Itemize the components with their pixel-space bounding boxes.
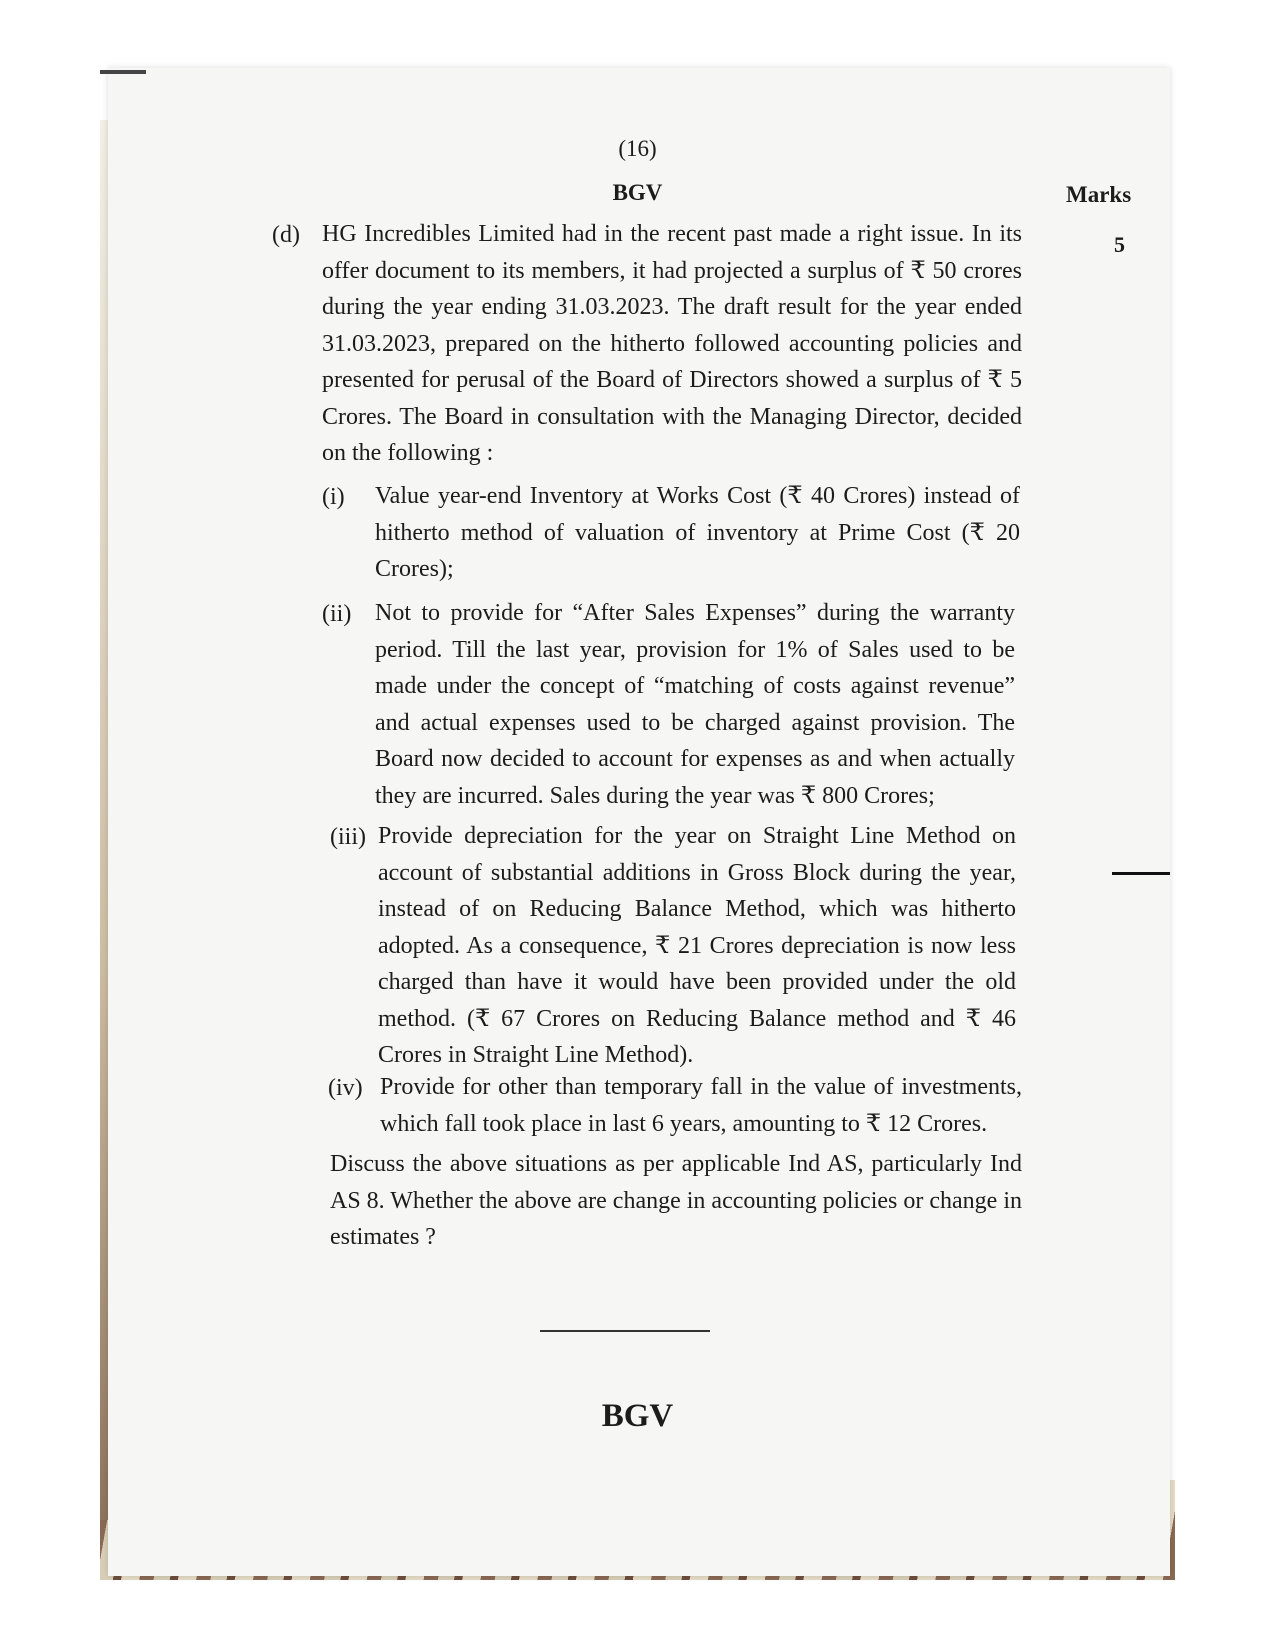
item-label-i: (i) xyxy=(322,484,345,510)
item-text-ii: Not to provide for “After Sales Expenses” during the warranty period. Till the last year, provision for 1% of Sales used to be made under the concept of “matching of costs against revenue” and actual expenses used to be charged against provision. The Board now decided to account for expenses as and when actually they are incurred. Sales during the year was ₹ 800 Crores; xyxy=(375,600,1015,809)
item-text-iv: Provide for other than temporary fall in the value of investments, which fall took place in last 6 years, amounting to ₹ 12 Crores. xyxy=(380,1074,1022,1137)
item-label-ii: (ii) xyxy=(322,601,352,627)
page-number: (16) xyxy=(618,136,657,161)
item-label-iii: (iii) xyxy=(330,824,366,850)
margin-line-mark xyxy=(1112,872,1170,875)
marks-heading: Marks xyxy=(1066,182,1132,207)
end-divider xyxy=(540,1330,710,1332)
question-closing: Discuss the above situations as per applicable Ind AS, particularly Ind AS 8. Whether the above are change in accounting policies or change in estimates ? xyxy=(330,1151,1022,1250)
question-intro: HG Incredibles Limited had in the recent past made a right issue. In its offer document to its members, it had projected a surplus of ₹ 50 crores during the year ending 31.03.2023. The draft result for the year ended 31.03.2023, prepared on the hitherto followed accounting policies and presented for perusal of the Board of Directors showed a surplus of ₹ 5 Crores. The Board in consultation with the Managing Director, decided on the following : xyxy=(322,221,1022,466)
question-marks: 5 xyxy=(1114,232,1125,257)
question-label: (d) xyxy=(272,222,300,248)
paper-code-header: BGV xyxy=(612,180,663,205)
item-text-iii: Provide depreciation for the year on Straight Line Method on account of substantial additions in Gross Block during the year, instead of on Reducing Balance Method, which was hitherto adopted. As a consequence, ₹ 21 Crores depreciation is now less charged than have it would have been provided under the old method. (₹ 67 Crores on Reducing Balance method and ₹ 46 Crores in Straight Line Method). xyxy=(378,823,1016,1068)
corner-mark xyxy=(100,70,146,74)
item-text-i: Value year-end Inventory at Works Cost (₹ 40 Crores) instead of hitherto method of valuation of inventory at Prime Cost (₹ 20 Crores); xyxy=(375,483,1020,582)
item-label-iv: (iv) xyxy=(328,1075,363,1101)
paper-code-footer: BGV xyxy=(601,1398,674,1434)
